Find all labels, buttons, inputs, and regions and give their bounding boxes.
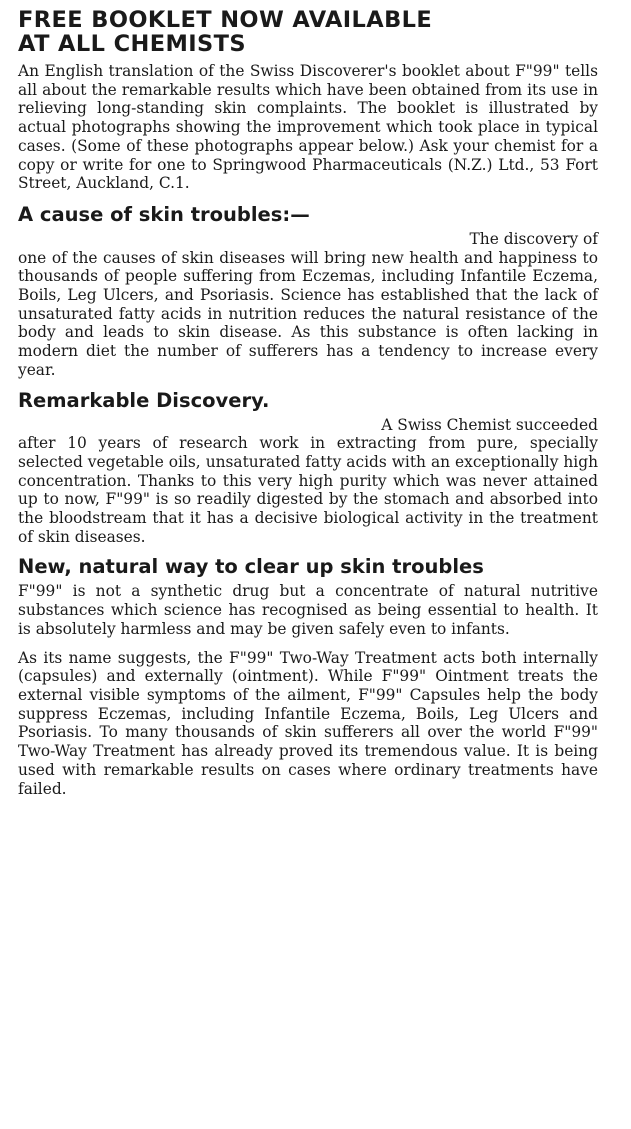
intro-paragraph: An English translation of the Swiss Discoverer's booklet about F"99" tells all about the remarkable results which have been obtained from its use in relieving long-standing skin complaints. The booklet is illustrated by actual photographs showing the improvement which took place in typical cases. (Some of these photographs appear below.) Ask your chemist for a copy or write for one to Springwood Pharmaceuticals (N.Z.) Ltd., 53 Fort Street, Auckland, C.1. <box>18 62 598 193</box>
section-heading-natural-way: New, natural way to clear up skin troubles <box>18 555 484 579</box>
section-natural-way <box>18 556 598 798</box>
headline <box>18 8 598 56</box>
section-text-discovery: after 10 years of research work in extracting from pure, specially selected vegetable oils, unsaturated fatty acids with an exceptionally high concentration. Thanks to this very high purity which was never attained up to now, F"99" is so readily digested by the stomach and absorbed into the bloodstream that it has a decisive biological activity in the treatment of skin diseases. <box>18 434 598 546</box>
section-text-two-way-treatment: As its name suggests, the F"99" Two-Way Treatment acts both internally (capsules) and externally (ointment). While F"99" Ointment treats the external visible symptoms of the ailment, F"99" Capsules help the body suppress Eczemas, including Infantile Eczema, Boils, Leg Ulcers and Psoriasis. To many thousands of skin sufferers all over the world F"99" Two-Way Treatment has already proved its tremendous value. It is being used with remarkable results on cases where ordinary treatments have failed. <box>18 648 598 798</box>
section-lead-discovery: A Swiss Chemist succeeded <box>381 415 598 434</box>
advertisement-column <box>18 8 598 798</box>
section-discovery <box>18 390 598 547</box>
section-text-natural-way: F"99" is not a synthetic drug but a concentrate of natural nutritive substances which science has recognised as being essential to health. It is absolutely harmless and may be given safely even to infants. <box>18 582 598 638</box>
section-heading-discovery: Remarkable Discovery. <box>18 388 270 412</box>
section-text-cause: one of the causes of skin diseases will bring new health and happiness to thousands of people suffering from Eczemas, including Infantile Eczema, Boils, Leg Ulcers, and Psoriasis. Science has established that the lack of unsaturated fatty acids in nutrition reduces the natural resistance of the body and leads to skin disease. As this substance is often lacking in modern diet the number of sufferers has a tendency to increase every year. <box>18 248 598 379</box>
headline-line-2: AT ALL CHEMISTS <box>18 31 247 57</box>
section-body-discovery <box>18 416 598 547</box>
headline-line-1: FREE BOOKLET NOW AVAILABLE <box>18 7 433 33</box>
section-cause <box>18 204 598 380</box>
section-lead-cause: The discovery of <box>469 229 598 248</box>
section-body-cause <box>18 230 598 380</box>
section-heading-cause: A cause of skin troubles:— <box>18 202 310 226</box>
